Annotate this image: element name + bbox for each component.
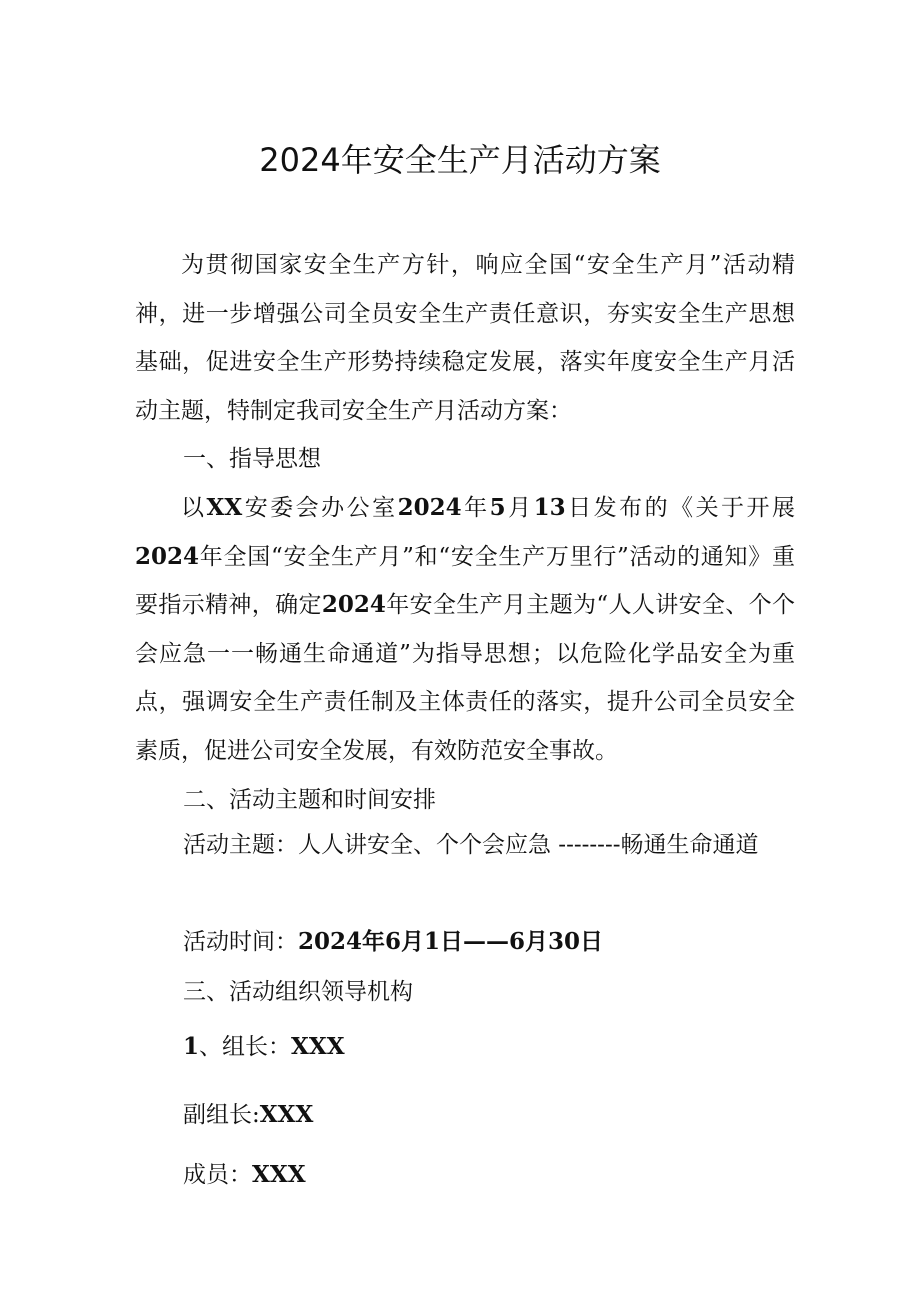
s1-bold-3: 5 <box>489 494 506 521</box>
s1-bold-4: 13 <box>533 494 566 521</box>
s1-bold-2: 2024 <box>397 494 462 521</box>
member-value: XXX <box>252 1161 306 1188</box>
s1-text-3: 年 <box>461 495 490 521</box>
time-label: 活动时间： <box>183 929 298 955</box>
leader-number: 1 <box>183 1033 200 1060</box>
leader-value: XXX <box>291 1033 345 1060</box>
s1-text-4: 月 <box>505 495 534 521</box>
deputy-value: XXX <box>259 1101 314 1128</box>
section3-heading: 三、活动组织领导机构 <box>183 979 413 1005</box>
section2-heading: 二、活动主题和时间安排 <box>183 787 436 813</box>
leader-row <box>183 1032 345 1062</box>
deputy-row <box>183 1100 313 1130</box>
activity-time <box>183 927 603 957</box>
section1-body <box>135 484 795 775</box>
document-title: 2024年安全生产月活动方案 <box>259 141 661 179</box>
s1-text-7: 年安全生产月主题为“人人讲安全、个个会应急一一畅通生命通道”为指导思想；以危险化学品安全为重点，强调安全生产责任制及主体责任的落实，提升公司全员安全素质，促进公司安全发展，有效防范安全事故。 <box>135 592 795 764</box>
s1-text-1: 以 <box>181 495 207 521</box>
section1-heading: 一、指导思想 <box>183 446 321 472</box>
s1-bold-6: 2024 <box>321 591 386 618</box>
s1-bold-5: 2024 <box>135 542 200 570</box>
s1-text-5: 日发布的《关于开展 <box>565 495 796 521</box>
activity-theme: 活动主题：人人讲安全、个个会应急 --------畅通生命通道 <box>183 832 759 858</box>
leader-label: 、组长： <box>199 1034 292 1060</box>
deputy-label: 副组长: <box>183 1102 260 1128</box>
s1-text-2: 安委会办公室 <box>242 495 398 521</box>
s1-text-6: 年全国“安全生产月”和“安全生产万里行”活动的通知》重要指示精神，确定 <box>135 543 795 618</box>
intro-paragraph: 为贯彻国家安全生产方针，响应全国“安全生产月”活动精神，进一步增强公司全员安全生产责任意识，夯实安全生产思想基础，促进安全生产形势持续稳定发展，落实年度安全生产月活动主题，特制定我司安全生产月活动方案： <box>135 252 795 424</box>
member-row <box>183 1160 306 1190</box>
s1-bold-1: XX <box>206 494 243 521</box>
time-value: 2024年6月1日——6月30日 <box>298 928 604 955</box>
member-label: 成员： <box>183 1162 252 1188</box>
